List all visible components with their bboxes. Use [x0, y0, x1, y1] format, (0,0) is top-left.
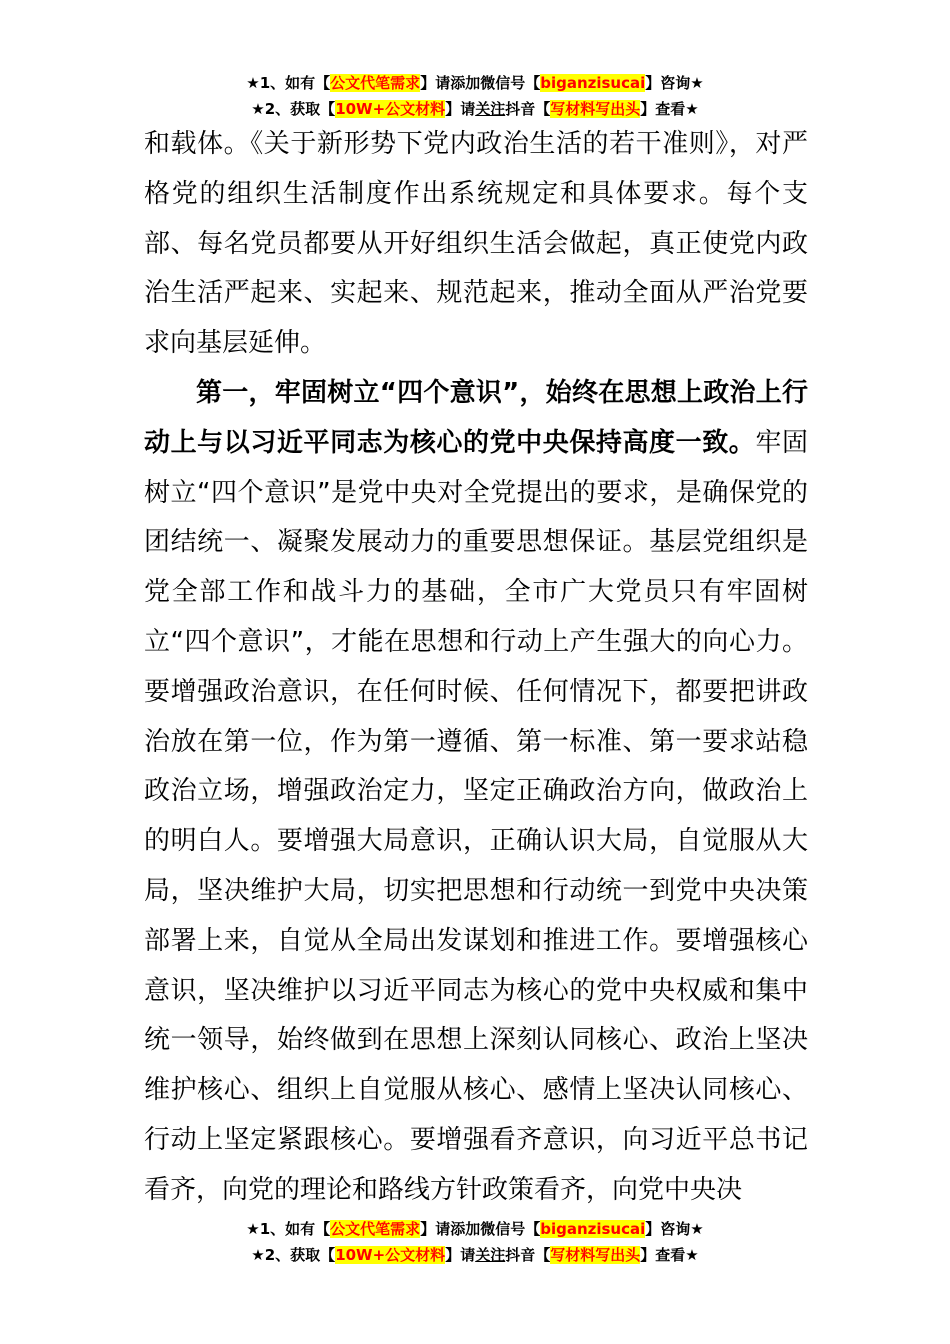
- banner-line2-mid-pre: 】请: [445, 100, 476, 118]
- footer-line2-mid-post: 抖音【: [505, 1246, 551, 1264]
- paragraph-1: 和载体。《关于新形势下党内政治生活的若干准则》，对严格党的组织生活制度作出系统规定和具体要求。每个支部、每名党员都要从开好组织生活会做起，真正使党内政治生活严起来、实起来、规范起来，推动全面从严治党要求向基层延伸。: [144, 129, 808, 359]
- paragraph-2-text: 牢固树立“四个意识”是党中央对全党提出的要求，是确保党的团结统一、凝聚发展动力的重要思想保证。基层党组织是党全部工作和战斗力的基础，全市广大党员只有牢固树立“四个意识”，才能在思想和行动上产生强大的向心力。要增强政治意识，在任何时候、任何情况下，都要把讲政治放在第一位，作为第一遵循、第一标准、第一要求站稳政治立场，增强政治定力，坚定正确政治方向，做政治上的明白人。要增强大局意识，正确认识大局，自觉服从大局，坚决维护大局，切实把思想和行动统一到党中央决策部署上来，自觉从全局出发谋划和推进工作。要增强核心意识，坚决维护以习近平同志为核心的党中央权威和集中统一领导，始终做到在思想上深刻认同核心、政治上坚决维护核心、组织上自觉服从核心、感情上坚决认同核心、行动上坚定紧跟核心。要增强看齐意识，向习近平总书记看齐，向党的理论和路线方针政策看齐，向党中央决: [144, 427, 808, 1205]
- banner-line-2: [0, 96, 950, 122]
- banner-follow-text: 关注: [475, 100, 506, 118]
- banner-line2-mid-post: 抖音【: [505, 100, 551, 118]
- footer-line1-mid: 】请添加微信号【: [420, 1220, 541, 1238]
- banner-line2-post: 】查看★: [640, 100, 699, 118]
- footer-banner-line-2: [0, 1242, 950, 1268]
- footer-banner: [0, 1216, 950, 1268]
- banner-line1-mid: 】请添加微信号【: [420, 74, 541, 92]
- footer-follow-text: 关注: [475, 1246, 506, 1264]
- banner-highlight-materials: 10W+公文材料: [335, 100, 446, 118]
- document-body: [144, 120, 808, 1216]
- footer-line1-post: 】咨询★: [645, 1220, 704, 1238]
- banner-line2-pre: ★2、获取【: [251, 100, 336, 118]
- footer-line1-pre: ★1、如有【: [246, 1220, 331, 1238]
- paragraph-2: [144, 369, 808, 1216]
- paragraph-2-heading: 第一，牢固树立“四个意识”，始终在思想上政治上行动上与以习近平同志为核心的党中央保持高度一致。: [144, 377, 808, 458]
- banner-highlight-douyin: 写材料写出头: [550, 100, 641, 118]
- banner-highlight-service: 公文代笔需求: [330, 74, 421, 92]
- footer-highlight-materials: 10W+公文材料: [335, 1246, 446, 1264]
- banner-line-1: [0, 70, 950, 96]
- footer-line2-mid-pre: 】请: [445, 1246, 476, 1264]
- banner-line1-pre: ★1、如有【: [246, 74, 331, 92]
- footer-highlight-douyin: 写材料写出头: [550, 1246, 641, 1264]
- footer-line2-post: 】查看★: [640, 1246, 699, 1264]
- banner-highlight-wechat: biganzisucai: [540, 74, 646, 92]
- footer-highlight-wechat: biganzisucai: [540, 1220, 646, 1238]
- footer-highlight-service: 公文代笔需求: [330, 1220, 421, 1238]
- footer-banner-line-1: [0, 1216, 950, 1242]
- header-banner: [0, 70, 950, 122]
- banner-line1-post: 】咨询★: [645, 74, 704, 92]
- footer-line2-pre: ★2、获取【: [251, 1246, 336, 1264]
